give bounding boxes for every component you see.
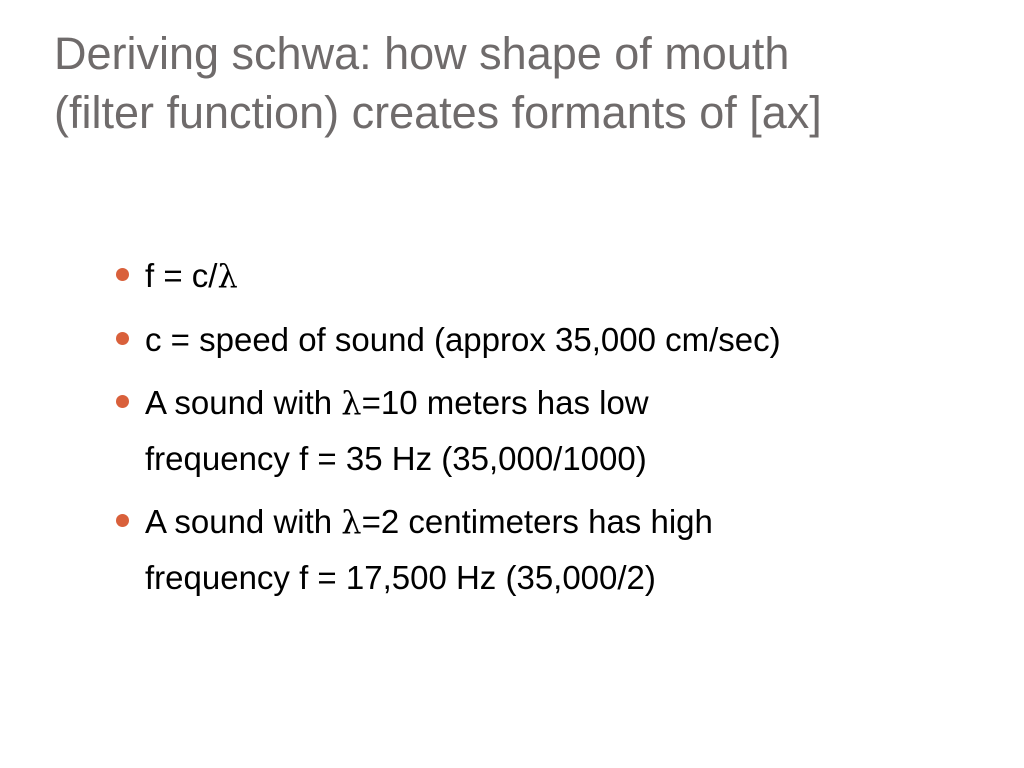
bullet-dot-icon <box>116 268 129 281</box>
bullet-text: =2 centimeters has high <box>361 503 713 540</box>
bullet-text: =10 meters has low <box>361 384 649 421</box>
bullet-item <box>114 375 974 486</box>
bullet-list <box>114 248 974 613</box>
bullet-item <box>114 248 974 304</box>
bullet-text: A sound with <box>145 384 342 421</box>
lambda-symbol: λ <box>341 384 362 422</box>
bullet-item <box>114 494 974 605</box>
bullet-line <box>145 550 974 605</box>
bullet-line <box>145 312 974 367</box>
slide-title-line-2: (filter function) creates formants of [ax] <box>54 87 822 138</box>
bullet-line <box>145 431 974 486</box>
slide-title <box>54 24 1004 142</box>
lambda-symbol: λ <box>341 503 362 541</box>
slide-title-line-1: Deriving schwa: how shape of mouth <box>54 28 790 79</box>
bullet-line <box>145 494 974 550</box>
bullet-text: frequency f = 35 Hz (35,000/1000) <box>145 440 647 477</box>
bullet-line <box>145 248 974 304</box>
bullet-item <box>114 312 974 367</box>
bullet-dot-icon <box>116 332 129 345</box>
bullet-dot-icon <box>116 514 129 527</box>
lambda-symbol: λ <box>217 257 238 295</box>
bullet-text: frequency f = 17,500 Hz (35,000/2) <box>145 559 656 596</box>
bullet-dot-icon <box>116 395 129 408</box>
bullet-text: f = c/ <box>145 257 218 294</box>
bullet-text: A sound with <box>145 503 342 540</box>
bullet-line <box>145 375 974 431</box>
bullet-text: c = speed of sound (approx 35,000 cm/sec) <box>145 321 781 358</box>
